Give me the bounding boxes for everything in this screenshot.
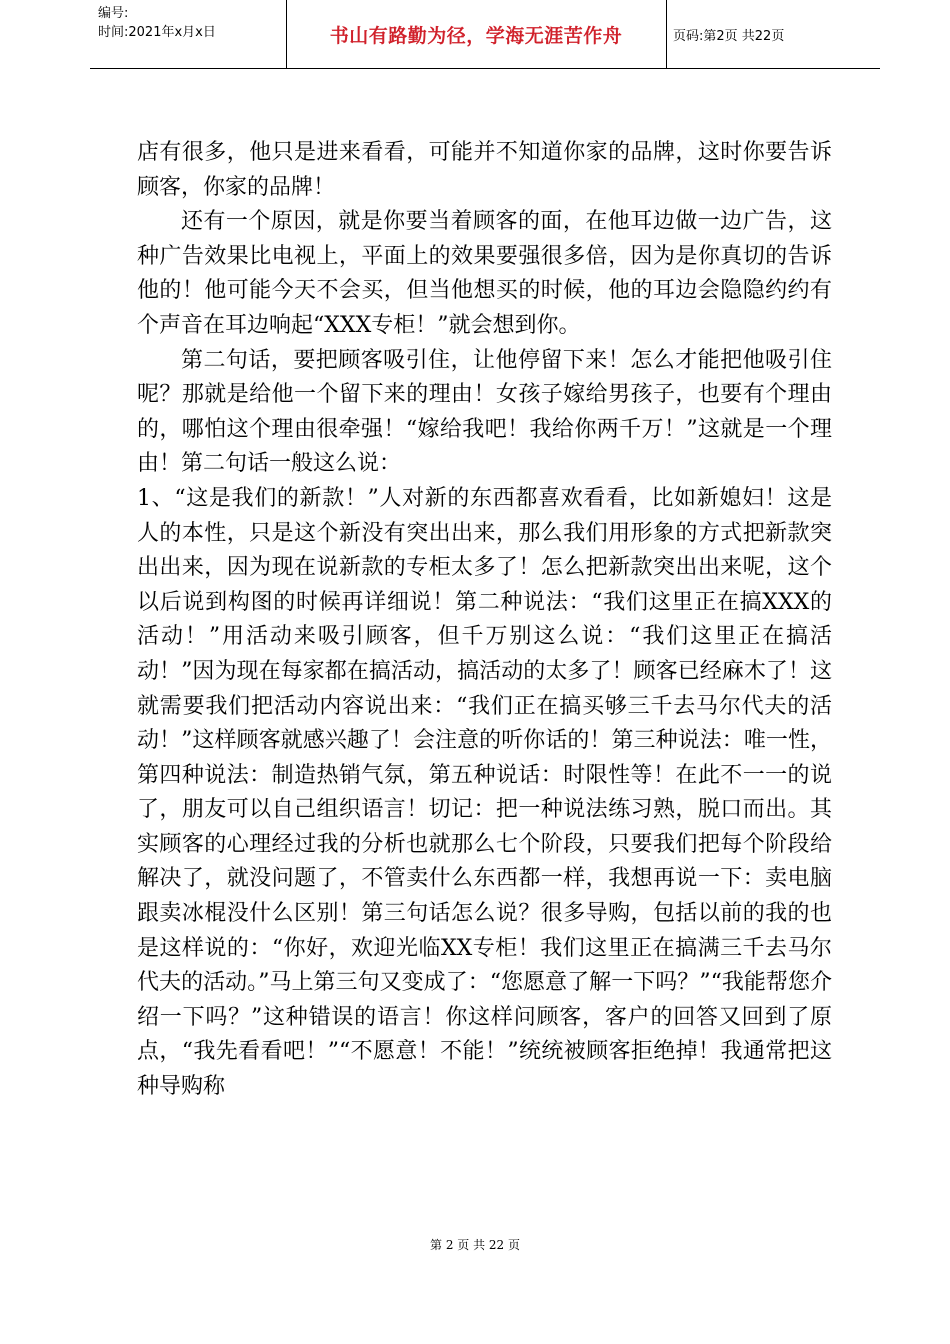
header-motto: 书山有路勤为径，学海无涯苦作舟: [329, 24, 623, 47]
document-body: [137, 136, 832, 1105]
body-paragraph: 1、“这是我们的新款！”人对新的东西都喜欢看看，比如新媳妇！这是人的本性，只是这个新没有突出出来，那么我们用形象的方式把新款突出出来，因为现在说新款的专柜太多了！怎么把新款突出出来呢，这个以后说到构图的时候再详细说！第二种说法：“我们这里正在搞XXX的活动！”用活动来吸引顾客，但千万别这么说：“我们这里正在搞活动！”因为现在每家都在搞活动，搞活动的太多了！顾客已经麻木了！这就需要我们把活动内容说出来：“我们正在搞买够三千去马尔代夫的活动！”这样顾客就感兴趣了！会注意的听你话的！第三种说法：唯一性，第四种说法：制造热销气氛，第五种说话：时限性等！在此不一一的说了，朋友可以自己组织语言！切记：把一种说法练习熟，脱口而出。其实顾客的心理经过我的分析也就那么七个阶段，只要我们把每个阶段给解决了，就没问题了，不管卖什么东西都一样，我想再说一下：卖电脑跟卖冰棍没什么区别！第三句话怎么说？很多导购，包括以前的我的也是这样说的：“你好，欢迎光临XX专柜！我们这里正在搞满三千去马尔代夫的活动。”马上第三句又变成了：“您愿意了解一下吗？”“我能帮您介绍一下吗？”这种错误的语言！你这样问顾客，客户的回答又回到了原点，“我先看看吧！”“不愿意！不能！”统统被顾客拒绝掉！我通常把这种导购称: [137, 485, 832, 1100]
document-number-label: 编号:: [98, 6, 129, 21]
header-page-info: 页码:第2页 共22页: [673, 28, 785, 44]
body-paragraph: 还有一个原因，就是你要当着顾客的面，在他耳边做一边广告，这种广告效果比电视上，平面上的效果要强很多倍，因为是你真切的告诉他的！他可能今天不会买，但当他想买的时候，他的耳边会隐隐约约有个声音在耳边响起“XXX专柜！”就会想到你。: [137, 209, 832, 338]
page-footer: 第 2 页 共 22 页: [430, 1238, 520, 1252]
body-paragraph: 第二句话，要把顾客吸引住，让他停留下来！怎么才能把他吸引住呢？那就是给他一个留下来的理由！女孩子嫁给男孩子，也要有个理由的，哪怕这个理由很牵强！“嫁给我吧！我给你两千万！”这就是一个理由！第二句话一般这么说：: [137, 347, 832, 477]
header-meta: [98, 4, 283, 42]
document-time-label: 时间:2021年x月x日: [98, 25, 216, 40]
body-paragraph: 店有很多，他只是进来看看，可能并不知道你家的品牌，这时你要告诉顾客，你家的品牌！: [137, 140, 832, 200]
page-header: [90, 0, 880, 69]
